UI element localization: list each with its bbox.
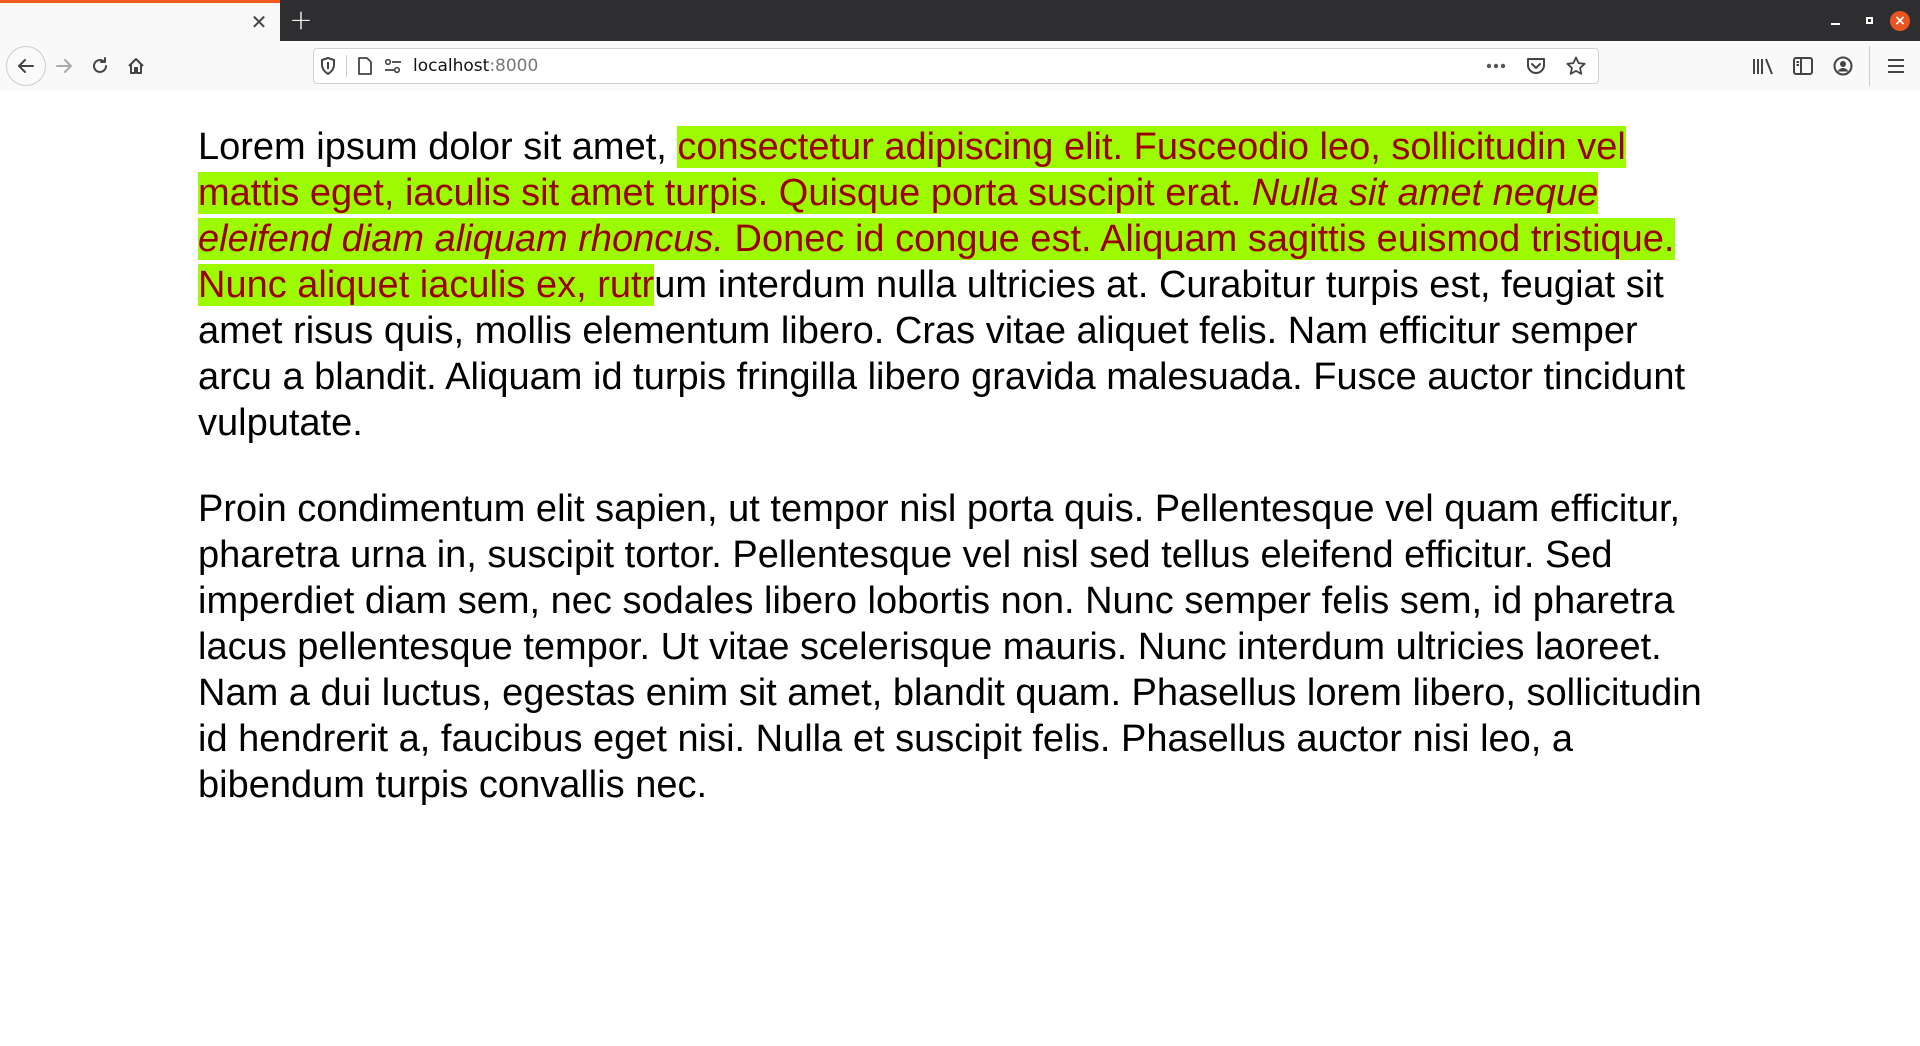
close-window-button[interactable] — [1886, 4, 1920, 38]
highlight-text-1: consectetur adipiscing elit. Fusceodio leo, sollicitudin vel mattis eget, iaculis sit amet turpis. Quisque porta suscipit erat. — [198, 126, 1626, 214]
url-bar[interactable] — [313, 48, 1599, 84]
navigation-toolbar — [0, 41, 1920, 91]
more-dots-icon — [1486, 63, 1506, 69]
paragraph-1-plain-start: Lorem ipsum dolor sit amet, — [198, 126, 678, 168]
page-info-icon[interactable] — [351, 49, 379, 83]
reload-icon — [90, 56, 110, 76]
home-button[interactable] — [118, 48, 154, 84]
forward-button[interactable] — [46, 48, 82, 84]
hamburger-menu-icon — [1887, 58, 1905, 74]
page-content — [198, 124, 1718, 848]
paragraph-2: Proin condimentum elit sapien, ut tempor nisl porta quis. Pellentesque vel quam efficitur, pharetra urna in, suscipit tortor. Pellentesque vel nisl sed tellus eleifend efficitur. Sed imperdiet diam sem, nec sodales libero lobortis non. Nunc semper felis sem, id pharetra lacus pellentesque tempor. Ut vitae scelerisque mauris. Nunc interdum ultricies laoreet. Nam a dui luctus, egestas enim sit amet, blandit quam. Phasellus lorem libero, sollicitudin id hendrerit a, faucibus eget nisi. Nulla et suscipit felis. Phasellus auctor nisi leo, a bibendum turpis convallis nec. — [198, 488, 1702, 806]
maximize-icon — [1866, 17, 1873, 24]
active-tab[interactable] — [0, 0, 280, 41]
url-separator — [346, 55, 347, 77]
minimize-button[interactable] — [1818, 4, 1852, 38]
url-text[interactable] — [413, 56, 538, 76]
close-icon: ✕ — [250, 10, 268, 34]
reload-button[interactable] — [82, 48, 118, 84]
close-window-icon: × — [1890, 11, 1910, 31]
permissions-icon[interactable] — [379, 49, 407, 83]
plus-icon: + — [289, 3, 313, 36]
back-button[interactable] — [6, 46, 46, 86]
toolbar-right — [1743, 41, 1920, 91]
window-controls — [1818, 0, 1920, 41]
paragraph-1-plain-end: um interdum nulla ultricies at. Curabitur turpis est, feugiat sit amet risus quis, mollis elementum libero. Cras vitae aliquet felis. Nam efficitur semper arcu a blandit. Aliquam id turpis fringilla libero gravida malesuada. Fusce auctor tincidunt vulputate. — [198, 264, 1686, 444]
tracking-protection-shield-icon[interactable] — [314, 49, 342, 83]
sidebar-icon — [1793, 57, 1813, 75]
toolbar-separator — [1869, 46, 1870, 86]
paragraph-1 — [198, 124, 1718, 446]
page-actions-button[interactable] — [1482, 49, 1510, 83]
star-icon — [1566, 56, 1586, 76]
tab-close-button[interactable] — [248, 11, 270, 33]
library-button[interactable] — [1743, 46, 1783, 86]
highlight-italic-text: Nulla sit amet neque eleifend diam aliquam rhoncus. — [198, 172, 1599, 260]
url-actions — [1482, 49, 1590, 83]
sidebar-button[interactable] — [1783, 46, 1823, 86]
minimize-icon — [1831, 23, 1840, 25]
library-icon — [1752, 57, 1774, 75]
home-icon — [126, 56, 146, 76]
new-tab-button[interactable] — [288, 4, 314, 36]
url-host: localhost — [413, 56, 490, 76]
bookmark-star-button[interactable] — [1562, 49, 1590, 83]
maximize-button[interactable] — [1852, 4, 1886, 38]
url-port: :8000 — [489, 56, 539, 76]
menu-button[interactable] — [1876, 46, 1916, 86]
account-button[interactable] — [1823, 46, 1863, 86]
highlight-text-2: Donec id congue est. Aliquam sagittis euismod tristique. Nunc aliquet iaculis ex, rutr — [198, 218, 1675, 306]
tab-strip — [0, 0, 1920, 41]
account-icon — [1833, 56, 1853, 76]
back-arrow-icon — [16, 56, 36, 76]
forward-arrow-icon — [54, 56, 74, 76]
pocket-icon — [1526, 57, 1546, 75]
pocket-button[interactable] — [1522, 49, 1550, 83]
